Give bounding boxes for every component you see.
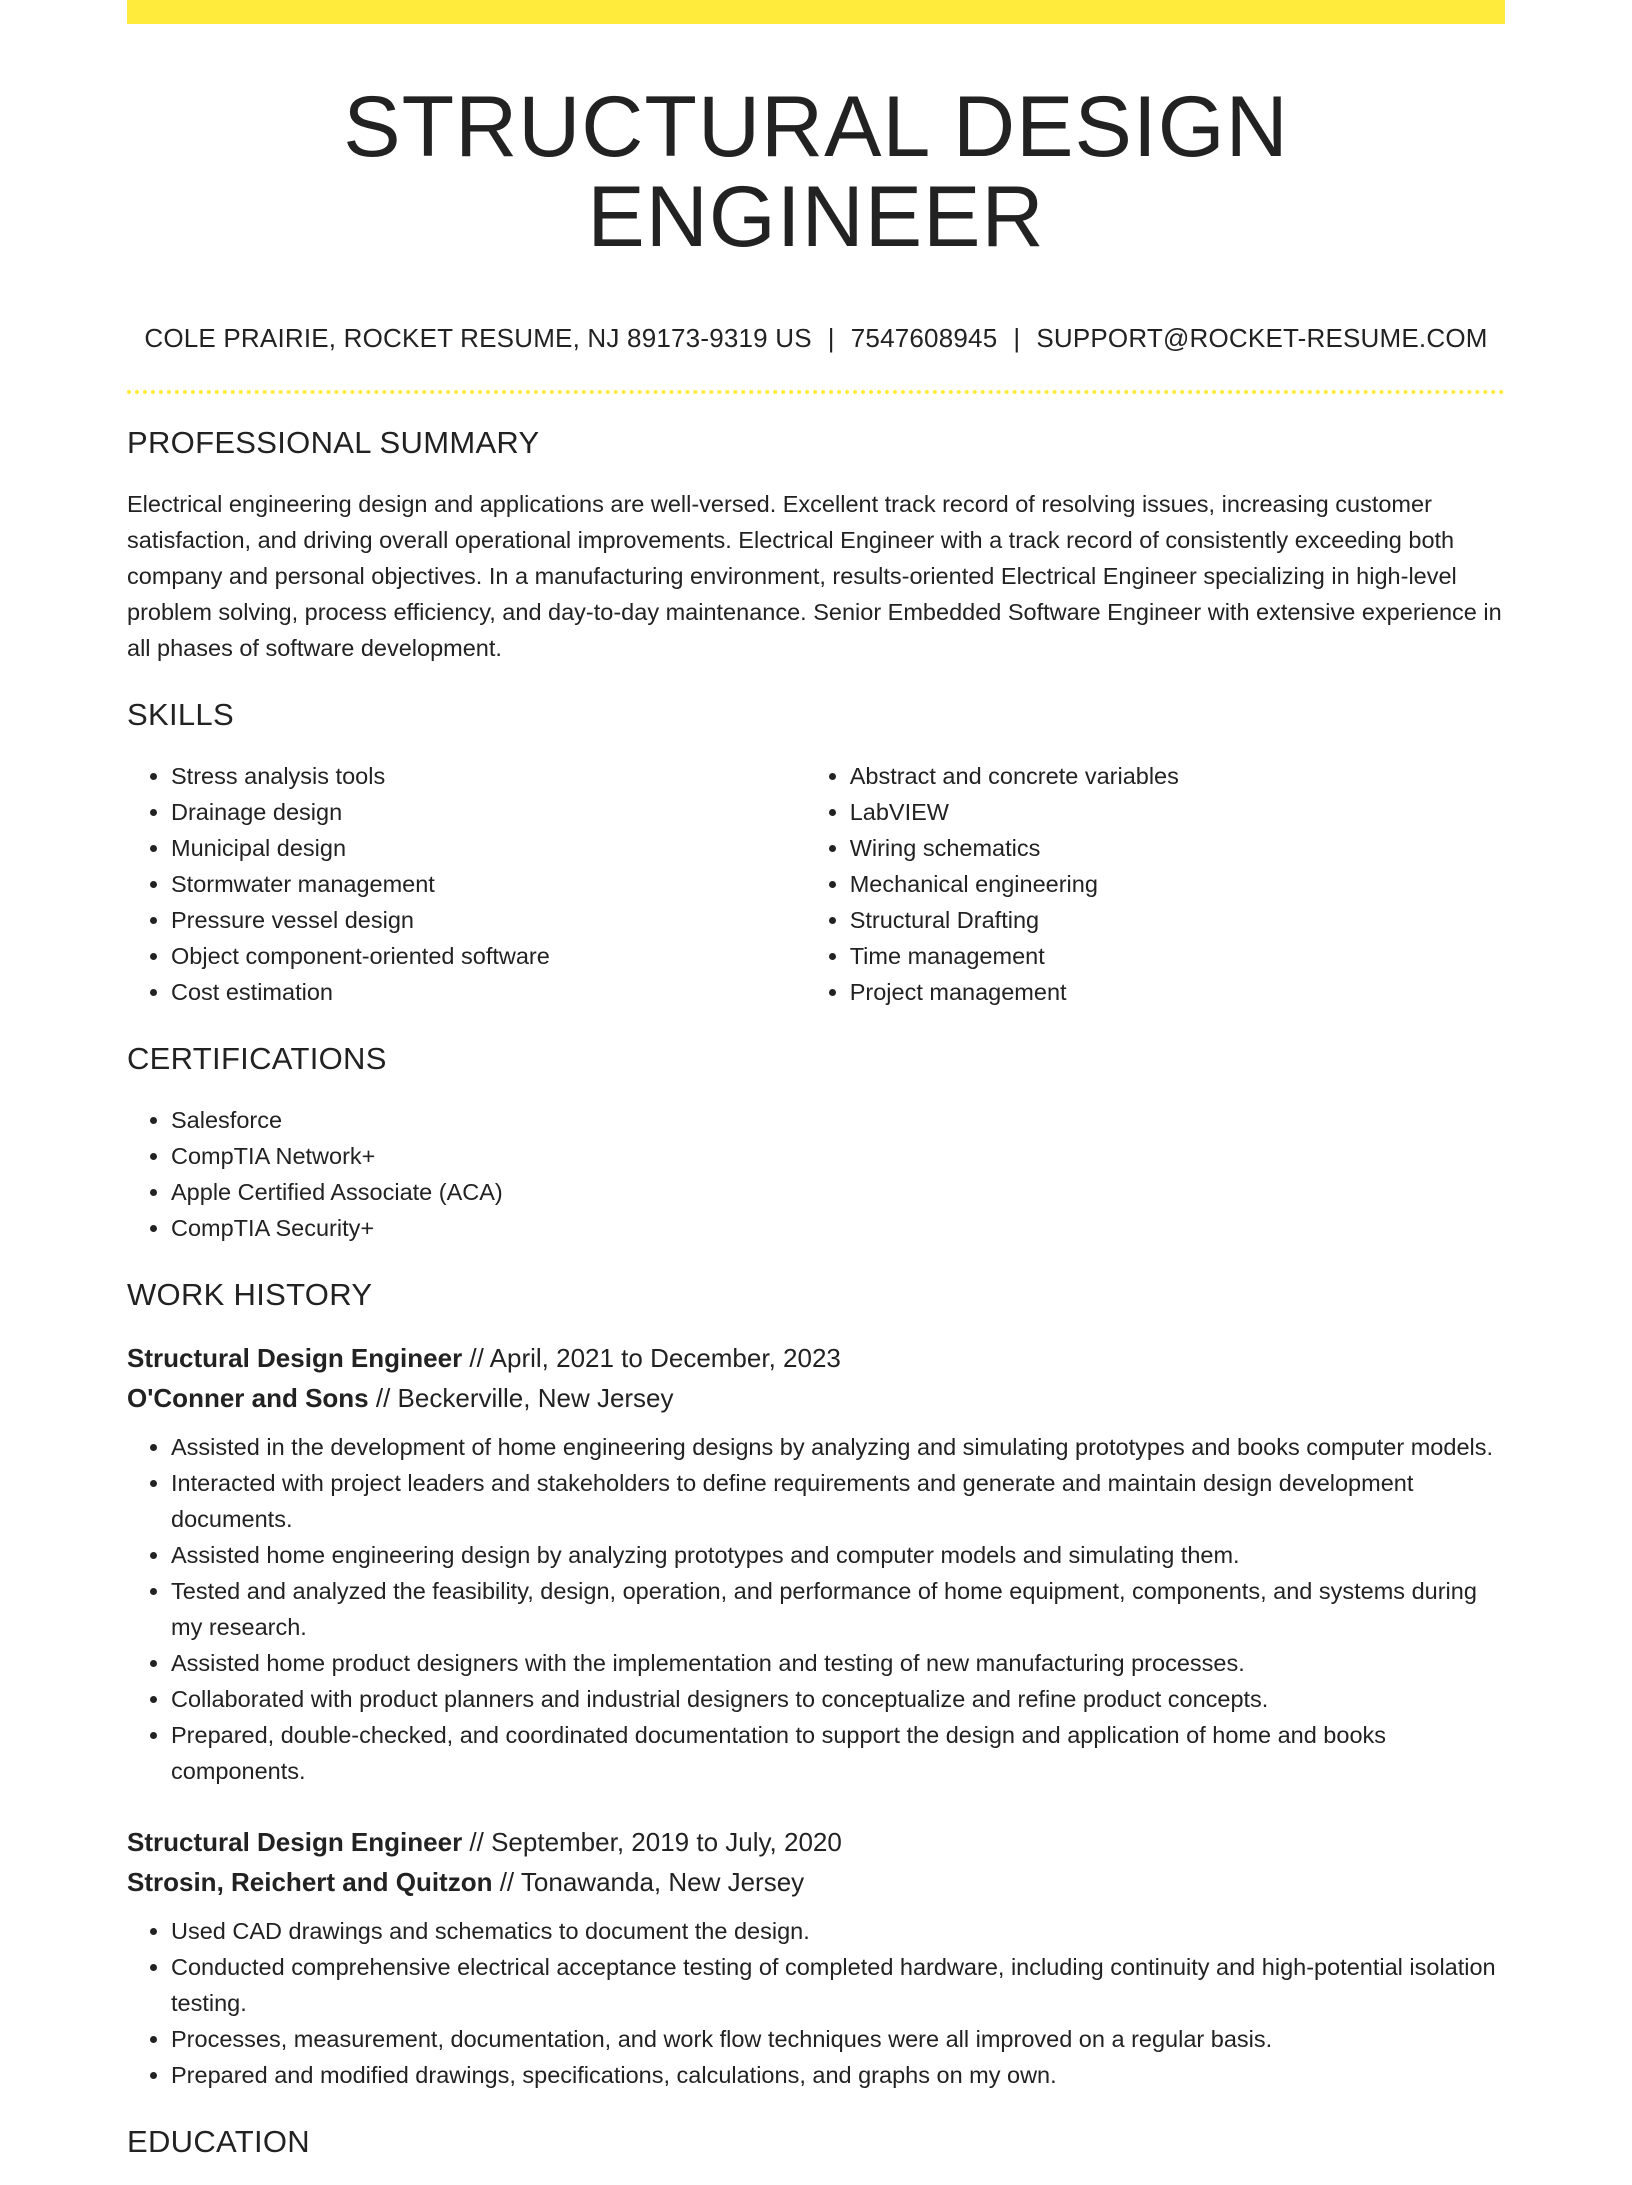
work-history-section [127,1276,1505,2093]
job-bullet: • Collaborated with product planners and industrial designers to conceptualize and refine product concepts. [171,1681,1505,1717]
job-title-line [127,1822,1505,1862]
skill-item: • Pressure vessel design [171,902,806,938]
certifications-list [127,1102,1505,1246]
skill-item: • Cost estimation [171,974,806,1010]
job-location: // Tonawanda, New Jersey [492,1866,805,1897]
education-section [127,2123,1505,2159]
job-bullets [127,1913,1505,2093]
skill-item: • Abstract and concrete variables [850,758,1505,794]
job-dates: // September, 2019 to July, 2020 [462,1826,842,1857]
summary-text: Electrical engineering design and applications are well-versed. Excellent track record of resolving issues, increasing customer satisfaction, and driving overall operational improvements. Electrical Engineer with a track record of consistently exceeding both company and personal objectives. In a manufacturing environment, results-oriented Electrical Engineer specializing in high-level problem solving, process efficiency, and day-to-day maintenance. Senior Embedded Software Engineer with extensive experience in all phases of software development. [127,490,1502,661]
contact-phone: 7547608945 [850,322,998,353]
skill-item: • Drainage design [171,794,806,830]
skill-item: • Wiring schematics [850,830,1505,866]
skills-columns [127,758,1505,1010]
job-title: Structural Design Engineer [127,1342,463,1373]
job-bullet: • Assisted in the development of home engineering designs by analyzing and simulating prototypes and books computer models. [171,1429,1505,1465]
job-bullet: • Assisted home product designers with the implementation and testing of new manufacturing processes. [171,1645,1505,1681]
contact-line [127,322,1505,353]
job-bullet: • Assisted home engineering design by analyzing prototypes and computer models and simulating them. [171,1537,1505,1573]
job-bullet: • Interacted with project leaders and stakeholders to define requirements and generate and maintain design development documents. [171,1465,1505,1537]
summary-heading: PROFESSIONAL SUMMARY [127,424,540,460]
job-location: // Beckerville, New Jersey [368,1382,674,1413]
skill-item: • Stress analysis tools [171,758,806,794]
skills-list-right [806,758,1505,1010]
certification-item: • CompTIA Network+ [171,1138,1505,1174]
skill-item: • Time management [850,938,1505,974]
resume-title: STRUCTURAL DESIGN ENGINEER [343,79,1289,266]
skill-item: • Project management [850,974,1505,1010]
job-bullets [127,1429,1505,1789]
contact-address: COLE PRAIRIE, ROCKET RESUME, NJ 89173-9319 US [144,322,812,353]
certification-item: • CompTIA Security+ [171,1210,1505,1246]
job-company: O'Conner and Sons [127,1382,369,1413]
skill-item: • Stormwater management [171,866,806,902]
skill-item: • Structural Drafting [850,902,1505,938]
job-company: Strosin, Reichert and Quitzon [127,1866,493,1897]
certifications-section [127,1040,1505,1246]
job-bullet: • Prepared, double-checked, and coordinated documentation to support the design and application of home and books components. [171,1717,1505,1789]
education-heading: EDUCATION [127,2123,310,2159]
skill-item: • Object component-oriented software [171,938,806,974]
job-entry [127,1338,1505,1789]
job-bullet: • Conducted comprehensive electrical acceptance testing of completed hardware, including continuity and high-potential isolation testing. [171,1949,1505,2021]
job-bullet: • Processes, measurement, documentation, and work flow techniques were all improved on a regular basis. [171,2021,1505,2057]
contact-separator: | [1013,322,1021,353]
job-dates: // April, 2021 to December, 2023 [462,1342,841,1373]
contact-separator: | [827,322,835,353]
certification-item: • Salesforce [171,1102,1505,1138]
job-bullet: • Prepared and modified drawings, specifications, calculations, and graphs on my own. [171,2057,1505,2093]
dotted-divider [127,390,1505,394]
skills-heading: SKILLS [127,696,234,732]
resume-page [127,0,1505,2185]
skills-section [127,696,1505,1010]
job-bullet: • Tested and analyzed the feasibility, design, operation, and performance of home equipment, components, and systems during my research. [171,1573,1505,1645]
skill-item: • Municipal design [171,830,806,866]
contact-email: SUPPORT@ROCKET-RESUME.COM [1036,322,1488,353]
job-title: Structural Design Engineer [127,1826,463,1857]
certifications-heading: CERTIFICATIONS [127,1040,387,1076]
job-bullet: • Used CAD drawings and schematics to document the design. [171,1913,1505,1949]
skill-item: • Mechanical engineering [850,866,1505,902]
work-history-heading: WORK HISTORY [127,1276,373,1312]
job-company-line [127,1862,1505,1902]
accent-top-bar [127,0,1505,24]
certification-item: • Apple Certified Associate (ACA) [171,1174,1505,1210]
skill-item: • LabVIEW [850,794,1505,830]
job-company-line [127,1378,1505,1418]
job-title-line [127,1338,1505,1378]
job-entry [127,1822,1505,2093]
summary-section [127,424,1505,666]
skills-list-left [127,758,806,1010]
